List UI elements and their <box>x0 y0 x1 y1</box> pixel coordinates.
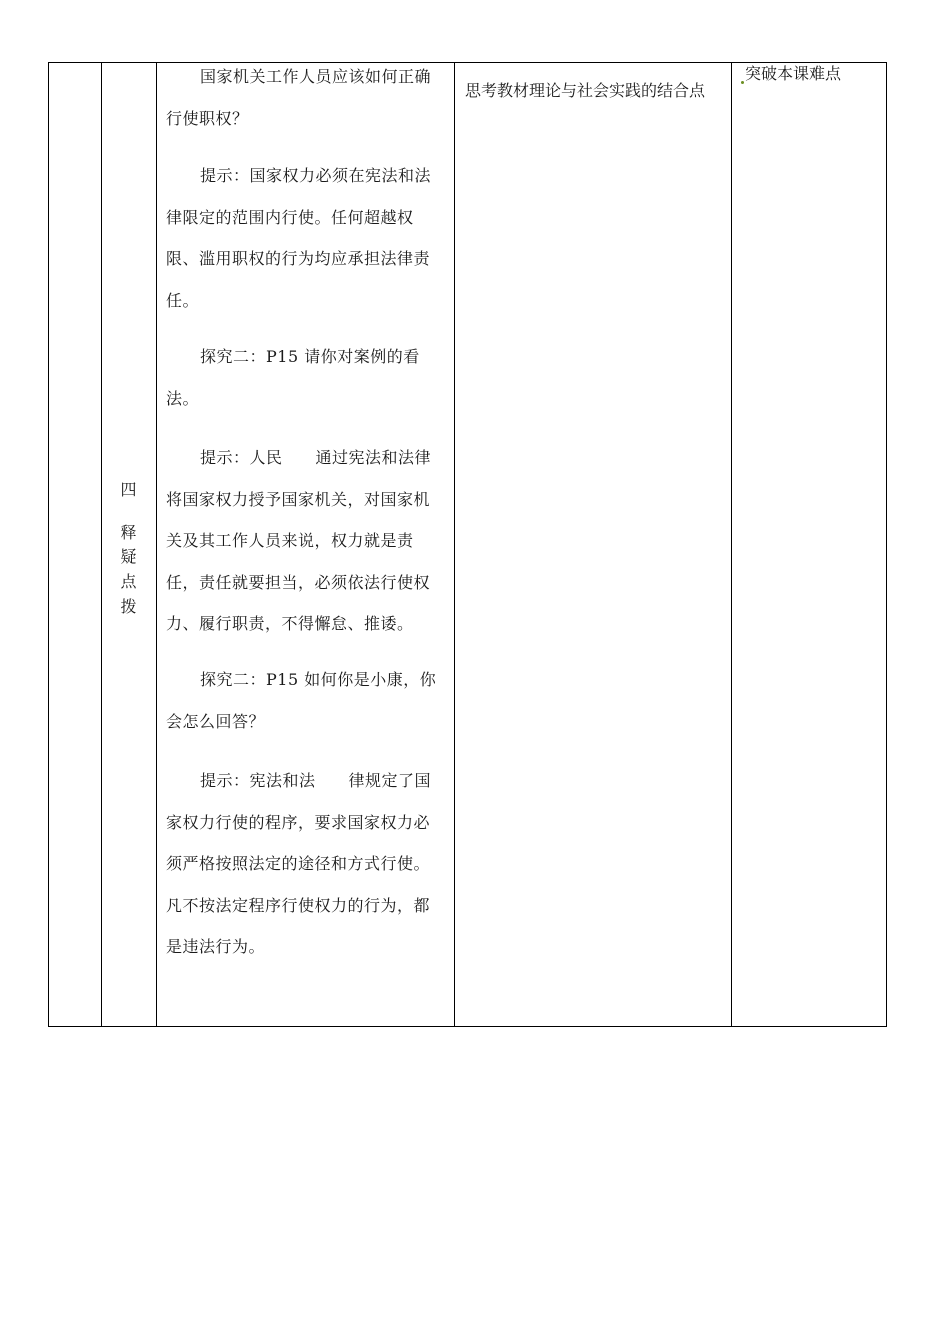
student-activity-cell <box>454 63 731 1026</box>
hint-paragraph: 提示：宪法和法 律规定了国家权力行使的程序，要求国家权力必须严格按照法定的途径和方式行使。凡不按法定程序行使权力的行为，都是违法行为。 <box>166 771 432 956</box>
step-number: 四 <box>120 480 137 499</box>
activity-text: 思考教材理论与社会实践的结合点 <box>465 81 706 100</box>
hint-paragraph: 提示：人民 通过宪法和法律将国家权力授予国家机关，对国家机关及其工作人员来说，权力就是责任，责任就要担当，必须依法行使权力、履行职责，不得懈怠、推诿。 <box>166 448 432 633</box>
design-intent-cell <box>731 63 888 1026</box>
step-char: 点 <box>120 572 137 591</box>
step-char: 疑 <box>120 547 137 566</box>
step-cell <box>101 63 156 1026</box>
lesson-table <box>48 62 887 1027</box>
step-char: 释 <box>120 523 137 542</box>
intent-line <box>741 61 841 84</box>
inquiry-paragraph: 探究二：P15 如何你是小康，你会怎么回答？ <box>166 670 437 731</box>
hint-paragraph: 提示：国家权力必须在宪法和法律限定的范围内行使。任何超越权限、滥用职权的行为均应承担法律责任。 <box>166 166 432 310</box>
bullet-dot-icon <box>741 81 744 84</box>
question-text: 国家机关工作人员应该如何正确行使职权？ <box>166 67 432 128</box>
intent-text: 突破本课难点 <box>745 64 842 83</box>
content-cell <box>156 63 454 1026</box>
inquiry-paragraph: 探究二：P15 请你对案例的看法。 <box>166 347 420 408</box>
step-char: 拨 <box>120 597 137 616</box>
